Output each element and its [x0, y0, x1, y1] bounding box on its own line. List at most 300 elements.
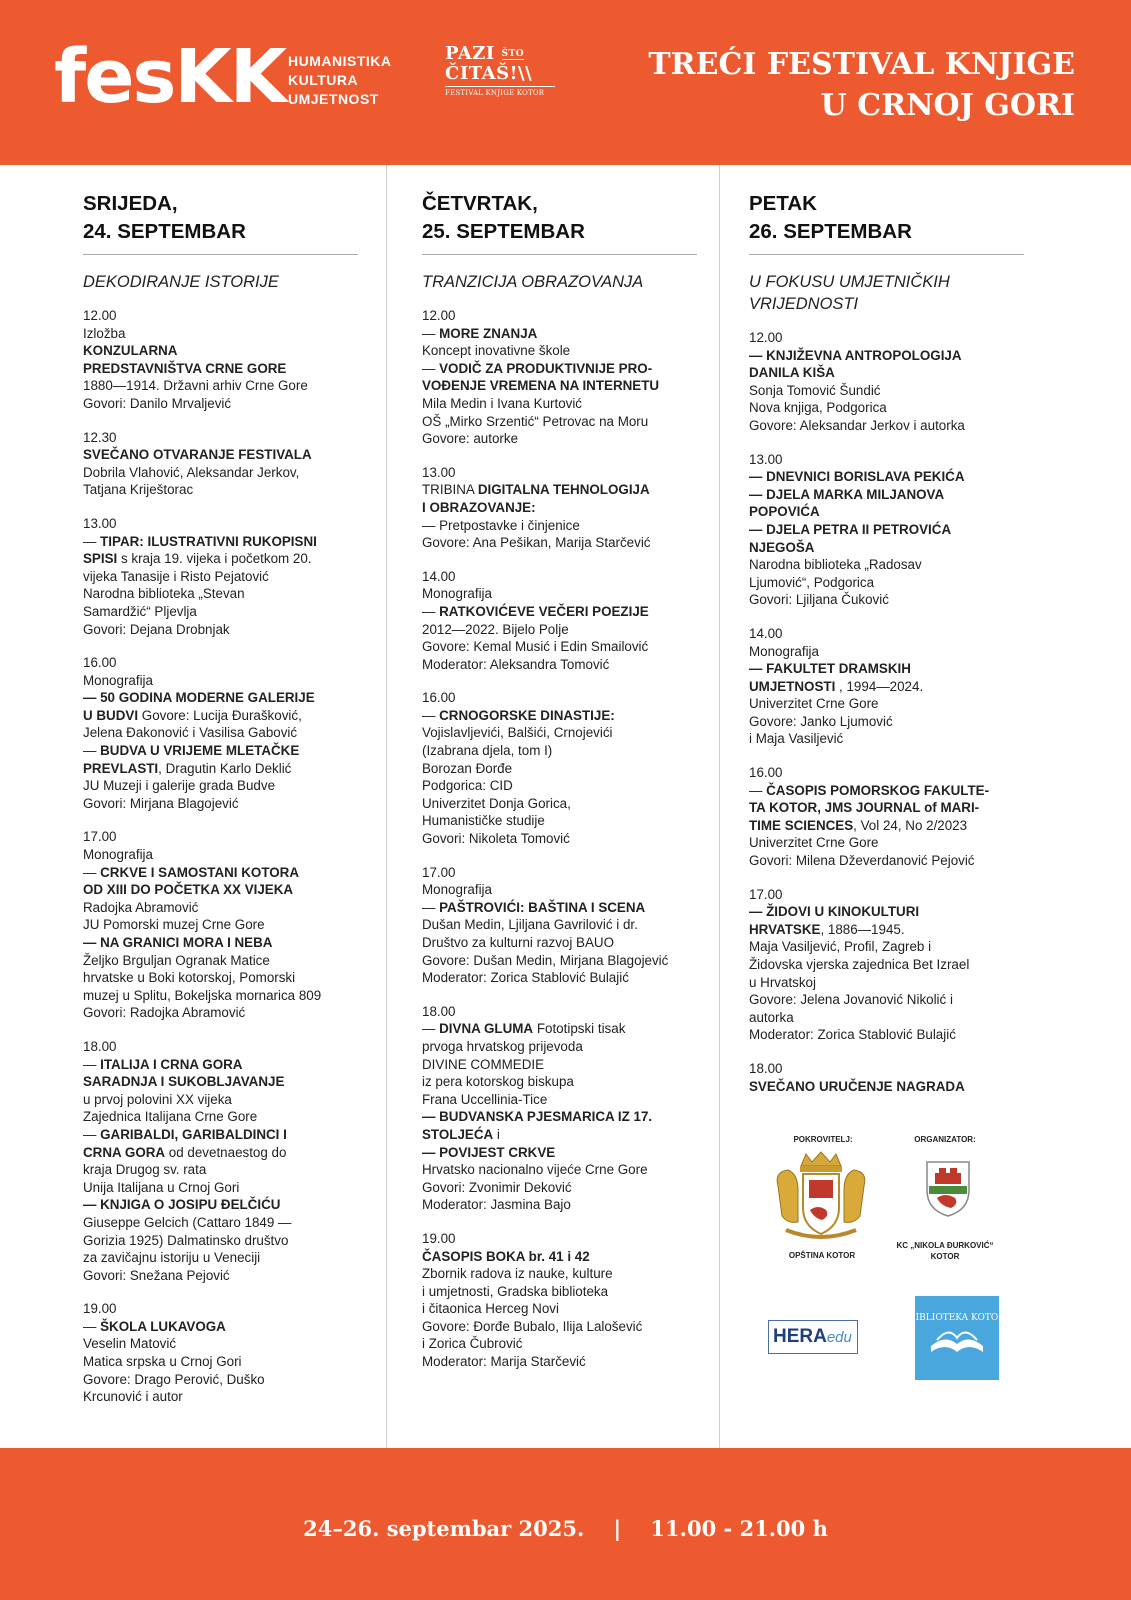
event-line [749, 451, 1041, 469]
event-text: 16.00 [422, 690, 456, 706]
event-line [83, 881, 383, 899]
event-text: od devetnaestog do [165, 1144, 287, 1160]
event-text: Govori: Danilo Mrvaljević [83, 395, 232, 411]
pokrovitelj-label: POKROVITELJ: [793, 1135, 853, 1144]
event-line [422, 899, 722, 917]
event-line [83, 325, 383, 343]
event-line [422, 881, 722, 899]
event-line [422, 568, 722, 586]
event-text: — [422, 325, 440, 341]
program-event [749, 886, 1041, 1044]
event-text: 14.00 [749, 625, 783, 641]
event-line [749, 1060, 1041, 1078]
event-line [422, 934, 722, 952]
event-title-text: TA KOTOR, JMS JOURNAL of MARI- [749, 800, 980, 816]
event-line [749, 799, 1041, 817]
event-line [422, 1056, 722, 1074]
event-line [422, 1283, 722, 1301]
event-line [422, 1248, 722, 1266]
event-text: Govori: Radojka Abramović [83, 1005, 246, 1021]
event-text: hrvatske u Boki kotorskoj, Pomorski [83, 970, 296, 986]
theme-line: TRANZICIJA OBRAZOVANJA [422, 273, 644, 291]
event-line [749, 625, 1041, 643]
day-theme [749, 271, 1041, 315]
festival-title-line: TREĆI FESTIVAL KNJIGE [648, 47, 1075, 82]
event-text: Krcunović i autor [83, 1389, 183, 1405]
event-list [83, 307, 383, 1406]
event-line [749, 713, 1041, 731]
column-divider [386, 165, 387, 1455]
event-line [83, 795, 383, 813]
event-line [749, 347, 1041, 365]
hera-edu-logo [768, 1320, 858, 1354]
event-title-text: SPISI [83, 551, 118, 567]
event-line [83, 689, 383, 707]
event-text: Ljumović“, Podgorica [749, 574, 875, 590]
event-line [83, 952, 383, 970]
event-line [422, 360, 722, 378]
logo-tagline [288, 52, 392, 109]
program-event [749, 764, 1041, 870]
event-line [422, 656, 722, 674]
event-text: Narodna biblioteka „Radosav [749, 557, 922, 573]
event-line [83, 899, 383, 917]
day-heading [749, 190, 1041, 246]
event-line [749, 660, 1041, 678]
day-heading [422, 190, 722, 246]
feskk-logo: fesKK [54, 34, 286, 120]
event-title-text: TIME SCIENCES [749, 817, 854, 833]
event-line [422, 430, 722, 448]
event-line [749, 678, 1041, 696]
festival-title [555, 44, 1075, 126]
event-line [83, 742, 383, 760]
event-text: u Hrvatskoj [749, 974, 816, 990]
program-event [422, 464, 722, 552]
event-line [422, 916, 722, 934]
event-line [83, 1091, 383, 1109]
opstina-kotor-label: OPŠTINA KOTOR [788, 1251, 856, 1260]
event-line [83, 568, 383, 586]
event-title-text: CRNA GORA [83, 1144, 166, 1160]
event-text: i čitaonica Herceg Novi [422, 1301, 559, 1317]
event-text: 17.00 [422, 864, 456, 880]
event-title-text: RATKOVIĆEVE VEČERI POEZIJE [439, 603, 649, 619]
day-heading [83, 190, 383, 246]
event-text: 1880—1914. Državni arhiv Crne Gore [83, 378, 308, 394]
event-line [83, 377, 383, 395]
event-line [749, 399, 1041, 417]
event-text: 12.00 [83, 308, 117, 323]
event-line [749, 574, 1041, 592]
event-line [422, 603, 722, 621]
event-line [422, 342, 722, 360]
program-event [422, 1003, 722, 1214]
event-title-text: BUDVA U VRIJEME MLETAČKE [100, 743, 300, 759]
event-line [749, 591, 1041, 609]
event-title-text: — DNEVNICI BORISLAVA PEKIĆA [749, 469, 965, 485]
day-theme [422, 271, 722, 293]
event-line [83, 846, 383, 864]
day-name: PETAK [749, 192, 817, 215]
event-line [422, 742, 722, 760]
event-line [749, 1009, 1041, 1027]
event-text: 12.00 [749, 330, 783, 345]
biblioteka-logo-text: BIBLIOTEKA KOTOR [908, 1313, 1006, 1323]
event-text: Humanističke studije [422, 813, 545, 829]
heading-rule [749, 254, 1024, 255]
event-title-text: ČASOPIS POMORSKOG FAKULTE- [766, 782, 990, 798]
event-text: u prvoj polovini XX vijeka [83, 1091, 232, 1107]
event-title-text: — KNJIGA O JOSIPU ĐELČIĆU [83, 1197, 281, 1213]
event-line [83, 395, 383, 413]
event-line [422, 1073, 722, 1091]
event-title-text: ITALIJA I CRNA GORA [100, 1056, 243, 1072]
event-title-text: — FAKULTET DRAMSKIH [749, 661, 911, 677]
event-text: — [422, 360, 440, 376]
event-text: Dobrila Vlahović, Aleksandar Jerkov, [83, 464, 300, 480]
event-line [422, 724, 722, 742]
hera-main: HERA [773, 1326, 827, 1347]
event-line [422, 795, 722, 813]
event-text: Govore: Kemal Musić i Edin Smailović [422, 639, 649, 655]
event-text: muzej u Splitu, Bokeljska mornarica 809 [83, 987, 322, 1003]
event-text: Borozan Đorđe [422, 760, 513, 776]
program-event [422, 307, 722, 448]
event-title-text: TIPAR: ILUSTRATIVNI RUKOPISNI [100, 533, 317, 549]
event-line [749, 417, 1041, 435]
event-text: Govore: Lucija Đurašković, [138, 707, 302, 723]
event-line [749, 468, 1041, 486]
event-line [422, 1353, 722, 1371]
event-text: Hrvatsko nacionalno vijeće Crne Gore [422, 1162, 648, 1178]
event-line [749, 903, 1041, 921]
event-line [83, 828, 383, 846]
event-text: — [422, 1021, 440, 1037]
event-title-text: GARIBALDI, GARIBALDINCI I [100, 1126, 287, 1142]
event-line [422, 395, 722, 413]
tagline-line: UMJETNOST [288, 91, 379, 107]
event-text: kraja Drugog sv. rata [83, 1162, 207, 1178]
event-title-text: DIVNA GLUMA [439, 1021, 534, 1037]
event-title-text: I OBRAZOVANJE: [422, 499, 536, 515]
event-line [83, 707, 383, 725]
event-line [83, 1300, 383, 1318]
event-line [422, 413, 722, 431]
event-line [749, 503, 1041, 521]
event-text: Govore: Đorđe Bubalo, Ilija Lalošević [422, 1318, 643, 1334]
kotor-coat-of-arms-icon [768, 1150, 874, 1242]
event-text: Govori: Nikoleta Tomović [422, 831, 570, 847]
kc-shield-icon [925, 1160, 971, 1218]
event-title-text: HRVATSKE [749, 921, 821, 937]
event-line [422, 1144, 722, 1162]
event-line [83, 1073, 383, 1091]
theme-line: VRIJEDNOSTI [749, 295, 859, 313]
program-event [83, 828, 383, 1022]
event-text: Radojka Abramović [83, 899, 199, 915]
event-list [422, 307, 722, 1371]
event-text: 16.00 [83, 655, 117, 671]
event-text: Podgorica: CID [422, 778, 513, 794]
event-text: Društvo za kulturni razvoj BAUO [422, 935, 614, 950]
day-date: 24. SEPTEMBAR [83, 220, 246, 243]
event-line [422, 1196, 722, 1214]
event-title-text: — DJELA MARKA MILJANOVA [749, 486, 945, 502]
event-text: Univerzitet Crne Gore [749, 696, 879, 712]
program-event [749, 1060, 1041, 1095]
event-text: Zbornik radova iz nauke, kulture [422, 1266, 613, 1282]
event-text: Židovska vjerska zajednica Bet Izrael [749, 957, 970, 972]
event-line [422, 1020, 722, 1038]
event-line [749, 643, 1041, 661]
event-text: s kraja 19. vijeka i početkom 20. [117, 551, 312, 567]
day-column [749, 190, 1041, 1111]
event-text: , 1994—2024. [835, 678, 924, 694]
event-title-text: ŠKOLA LUKAVOGA [100, 1318, 226, 1334]
event-text: Matica srpska u Crnoj Gori [83, 1354, 242, 1370]
event-text: 18.00 [422, 1003, 456, 1019]
organizator-label: ORGANIZATOR: [914, 1135, 976, 1144]
event-line [422, 1318, 722, 1336]
event-title-text: PAŠTROVIĆI: BAŠTINA I SCENA [439, 899, 646, 915]
event-line [83, 515, 383, 533]
event-text: Koncept inovativne škole [422, 343, 571, 359]
event-line [83, 1144, 383, 1162]
event-line [422, 1161, 722, 1179]
event-text: — [422, 707, 440, 723]
event-text: Sonja Tomović Šundić [749, 382, 881, 398]
event-line [83, 916, 383, 934]
event-line [422, 638, 722, 656]
event-title-text: SVEČANO OTVARANJE FESTIVALA [83, 447, 312, 463]
event-line [83, 1232, 383, 1250]
event-line [83, 1214, 383, 1232]
event-text: TRIBINA [422, 482, 478, 498]
event-text: Monografija [83, 672, 153, 688]
event-line [83, 1038, 383, 1056]
event-text: Monografija [83, 847, 153, 863]
event-text: Vojislavljevići, Balšići, Crnojevići [422, 725, 613, 741]
event-text: Moderator: Marija Starčević [422, 1354, 586, 1370]
footer-dates-hours [0, 1516, 1131, 1541]
event-line [422, 969, 722, 987]
event-line [83, 1353, 383, 1371]
event-text: JU Pomorski muzej Crne Gore [83, 917, 265, 933]
event-title-text: DANILA KIŠA [749, 365, 835, 381]
tagline-line: HUMANISTIKA [288, 53, 392, 69]
event-line [83, 1388, 383, 1406]
event-title-text: OD XIII DO POČETKA XX VIJEKA [83, 882, 294, 898]
heading-rule [422, 254, 697, 255]
event-line [83, 760, 383, 778]
event-text: Nova knjiga, Podgorica [749, 400, 887, 416]
event-line [749, 991, 1041, 1009]
event-text: Monografija [422, 882, 492, 898]
event-text: OŠ „Mirko Srzentić“ Petrovac na Moru [422, 413, 649, 429]
event-text: 17.00 [83, 829, 117, 845]
event-line [422, 377, 722, 395]
event-text: Veselin Matović [83, 1336, 177, 1352]
event-line [83, 621, 383, 639]
event-text: Univerzitet Donja Gorica, [422, 795, 571, 811]
event-text: Monografija [749, 643, 819, 659]
event-text: 16.00 [749, 765, 783, 781]
event-line [422, 830, 722, 848]
event-line [749, 817, 1041, 835]
event-text: Samardžić“ Pljevlja [83, 603, 197, 619]
pazi-line-2: ČITAŠ!\\ [445, 63, 533, 84]
event-line [749, 364, 1041, 382]
event-line [83, 360, 383, 378]
event-title-text: — KNJIŽEVNA ANTROPOLOGIJA [749, 347, 962, 363]
event-line [83, 1318, 383, 1336]
event-line [83, 724, 383, 742]
event-line [422, 1230, 722, 1248]
event-text: 13.00 [749, 451, 783, 467]
event-line [422, 621, 722, 639]
event-line [422, 307, 722, 325]
event-text: DIVINE COMMEDIE [422, 1056, 545, 1072]
event-line [422, 1003, 722, 1021]
program-event [83, 515, 383, 638]
event-text: Univerzitet Crne Gore [749, 835, 879, 851]
event-text: Maja Vasiljević, Profil, Zagreb i [749, 939, 932, 955]
event-text: Govore: autorke [422, 431, 519, 447]
event-line [422, 689, 722, 707]
event-text: Željko Brguljan Ogranak Matice [83, 952, 270, 968]
event-text: Unija Italijana u Crnoj Gori [83, 1179, 240, 1195]
event-line [83, 550, 383, 568]
program-event [83, 307, 383, 413]
event-line [83, 1371, 383, 1389]
day-column [422, 190, 722, 1387]
event-line [749, 764, 1041, 782]
event-line [422, 499, 722, 517]
day-column [83, 190, 383, 1422]
event-title-text: PREDSTAVNIŠTVA CRNE GORE [83, 360, 287, 376]
event-line [749, 974, 1041, 992]
event-text: 18.00 [83, 1038, 117, 1054]
festival-title-line: U CRNOJ GORI [820, 88, 1075, 123]
event-text: Govore: Dušan Medin, Mirjana Blagojević [422, 952, 669, 968]
kc-label [880, 1240, 1010, 1262]
event-line [749, 834, 1041, 852]
event-line [83, 1335, 383, 1353]
event-line [749, 1026, 1041, 1044]
event-line [83, 342, 383, 360]
event-title-text: PREVLASTI [83, 760, 159, 776]
event-text: 19.00 [83, 1301, 117, 1317]
event-text: Govori: Ljiljana Čuković [749, 592, 889, 608]
header-banner [0, 0, 1131, 165]
event-text: — [422, 899, 440, 915]
event-text: Govori: Milena Dževerdanović Pejović [749, 853, 975, 869]
event-text: Govore: Janko Ljumović [749, 713, 893, 729]
event-text: Govore: Drago Perović, Duško [83, 1371, 265, 1387]
event-text: — Pretpostavke i činjenice [422, 517, 580, 533]
event-text: 18.00 [749, 1060, 783, 1076]
event-text: 19.00 [422, 1230, 456, 1246]
event-line [83, 585, 383, 603]
event-text: 2012—2022. Bijelo Polje [422, 621, 569, 637]
event-title-text: DIGITALNA TEHNOLOGIJA [477, 482, 650, 498]
event-title-text: — ŽIDOVI U KINOKULTURI [749, 904, 920, 920]
event-text: , Vol 24, No 2/2023 [853, 817, 968, 833]
event-text: — [83, 864, 101, 880]
event-line [749, 382, 1041, 400]
event-line [83, 1267, 383, 1285]
event-text: Narodna biblioteka „Stevan [83, 586, 245, 602]
event-text: Moderator: Zorica Stablović Bulajić [749, 1027, 956, 1043]
event-text: 13.00 [83, 515, 117, 531]
program-event [422, 864, 722, 987]
event-text: prvoga hrvatskog prijevoda [422, 1038, 583, 1054]
event-line [422, 1300, 722, 1318]
event-title-text: VODIČ ZA PRODUKTIVNIJE PRO- [439, 360, 653, 376]
event-title-text: UMJETNOSTI [749, 678, 836, 694]
sponsor-area [760, 1130, 1040, 1390]
event-line [83, 307, 383, 325]
event-line [83, 464, 383, 482]
event-text: iz pera kotorskog biskupa [422, 1074, 574, 1090]
event-title-text: MORE ZNANJA [439, 325, 538, 341]
event-text: — [83, 743, 101, 759]
event-line [83, 654, 383, 672]
event-line [83, 603, 383, 621]
event-line [422, 777, 722, 795]
footer-banner [0, 1448, 1131, 1600]
event-text: JU Muzeji i galerije grada Budve [83, 778, 276, 794]
event-line [83, 969, 383, 987]
event-line [83, 864, 383, 882]
event-line [83, 1161, 383, 1179]
event-line [83, 429, 383, 447]
theme-line: DEKODIRANJE ISTORIJE [83, 273, 279, 291]
event-line [422, 325, 722, 343]
event-line [83, 533, 383, 551]
biblioteka-book-icon [908, 1296, 1006, 1380]
heading-rule [83, 254, 358, 255]
event-line [83, 1004, 383, 1022]
event-title-text: — 50 GODINA MODERNE GALERIJE [83, 690, 315, 706]
event-text: Govori: Mirjana Blagojević [83, 795, 239, 811]
event-text: Gorizia 1925) Dalmatinsko društvo [83, 1232, 289, 1248]
event-text: — [83, 1056, 101, 1072]
event-line [83, 987, 383, 1005]
event-line [422, 1091, 722, 1109]
event-text: Jelena Đakonović i Vasilisa Gabović [83, 725, 298, 741]
theme-line: U FOKUSU UMJETNIČKIH [749, 273, 950, 291]
event-text: 12.00 [422, 308, 456, 323]
program-event [422, 689, 722, 847]
hera-edu: edu [826, 1329, 852, 1346]
event-text: i [493, 1126, 500, 1142]
event-line [749, 782, 1041, 800]
event-line [83, 1196, 383, 1214]
event-text: Zajednica Italijana Crne Gore [83, 1109, 258, 1125]
festival-dates: 24–26. septembar 2025. [303, 1516, 585, 1541]
day-name: ČETVRTAK, [422, 192, 538, 215]
event-title-text: — DJELA PETRA II PETROVIĆA [749, 521, 952, 537]
pazi-sto-citas-logo [445, 44, 555, 98]
day-date: 25. SEPTEMBAR [422, 220, 585, 243]
event-text: 13.00 [422, 464, 456, 480]
day-date: 26. SEPTEMBAR [749, 220, 912, 243]
event-text: Mila Medin i Ivana Kurtović [422, 395, 583, 411]
event-title-text: — POVIJEST CRKVE [422, 1144, 556, 1160]
event-title-text: CRKVE I SAMOSTANI KOTORA [100, 864, 300, 880]
